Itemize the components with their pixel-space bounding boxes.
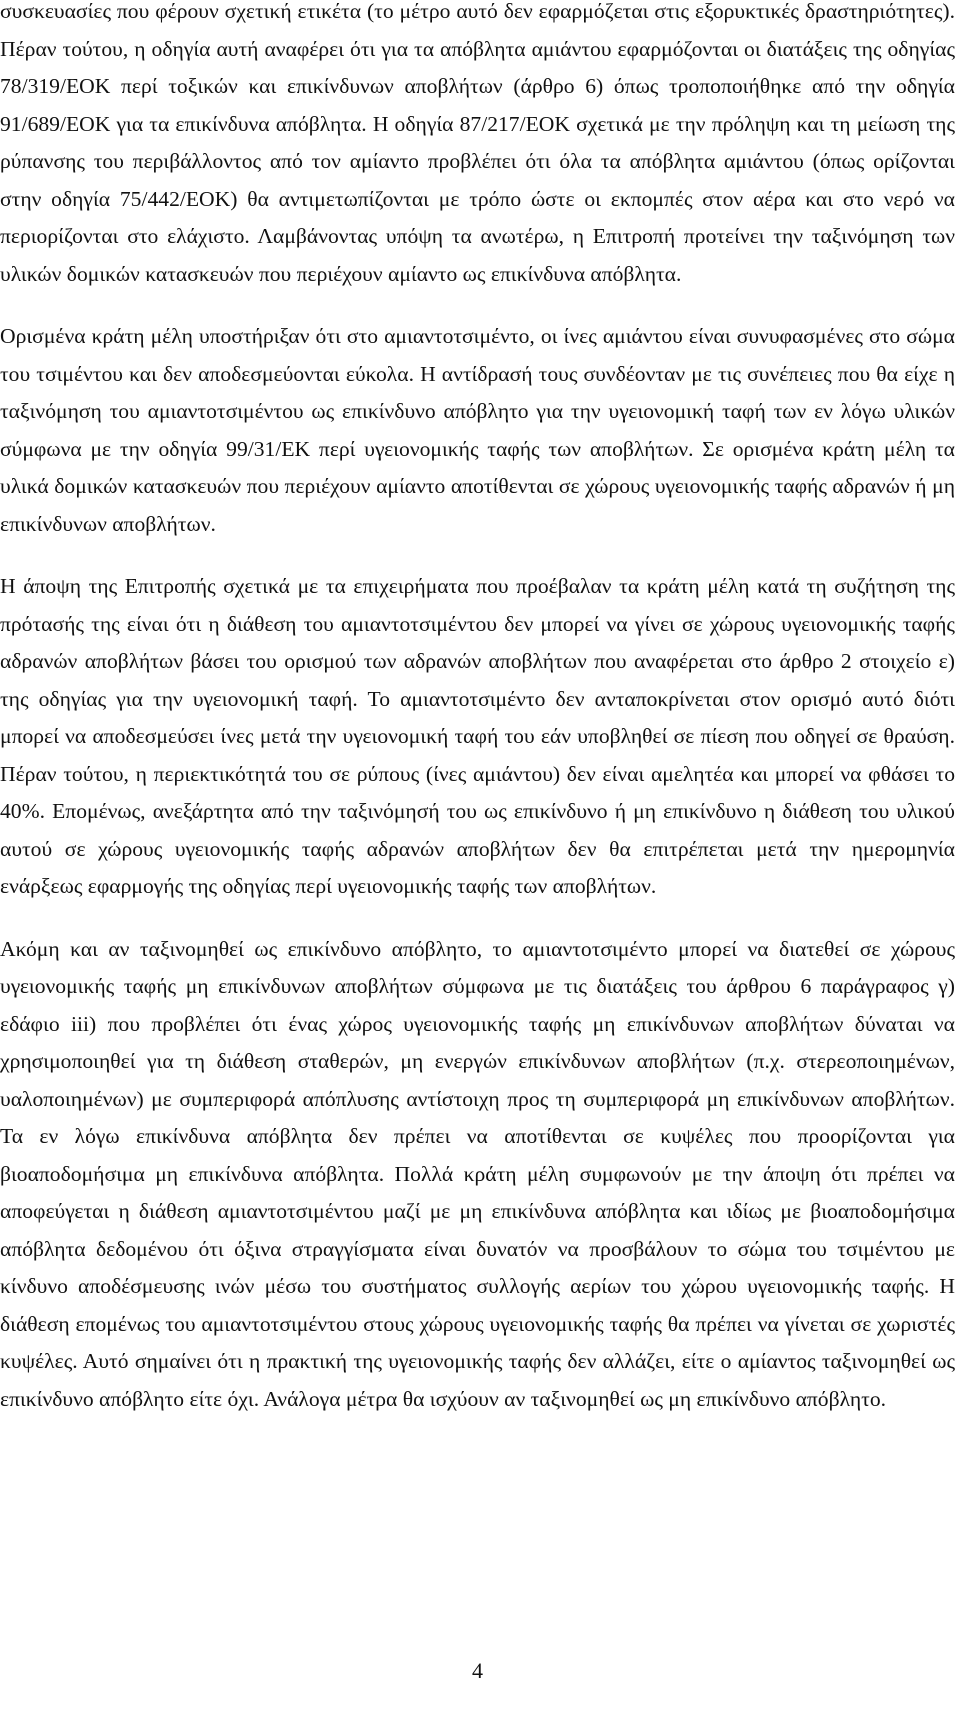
paragraph-2: Ορισμένα κράτη μέλη υποστήριξαν ότι στο αμιαντοτσιμέντο, οι ίνες αμιάντου είναι συνυφασμένες στο σώμα του τσιμέντου και δεν αποδεσμεύονται εύκολα. Η αντίδρασή τους συνδέονταν με τις συνέπειες που θα είχε η ταξινόμηση του αμιαντοτσιμέντου ως επικίνδυνο απόβλητο για την υγειονομική ταφή των εν λόγω υλικών σύμφωνα με την οδηγία 99/31/ΕΚ περί υγειονομικής ταφής των αποβλήτων. Σε ορισμένα κράτη μέλη τα υλικά δομικών κατασκευών που περιέχουν αμίαντο αποτίθενται σε χώρους υγειονομικής ταφής αδρανών ή μη επικίνδυνων αποβλήτων. (0, 324, 955, 536)
paragraph-3: Η άποψη της Επιτροπής σχετικά με τα επιχειρήματα που προέβαλαν τα κράτη μέλη κατά τη συζήτηση της πρότασής της είναι ότι η διάθεση του αμιαντοτσιμέντου δεν μπορεί να γίνει σε χώρους υγειονομικής ταφής αδρανών αποβλήτων βάσει του ορισμού των αδρανών αποβλήτων που αναφέρεται στο άρθρο 2 στοιχείο ε) της οδηγίας για την υγειονομική ταφή. Το αμιαντοτσιμέντο δεν ανταποκρίνεται στον ορισμό αυτό διότι μπορεί να αποδεσμεύσει ίνες μετά την υγειονομική ταφή του εάν υποβληθεί σε πίεση που οδηγεί σε θραύση. Πέραν τούτου, η περιεκτικότητά του σε ρύπους (ίνες αμιάντου) δεν είναι αμελητέα και μπορεί να φθάσει το 40%. Επομένως, ανεξάρτητα από την ταξινόμησή του ως επικίνδυνο ή μη επικίνδυνο η διάθεση του υλικού αυτού σε χώρους υγειονομικής ταφής αδρανών αποβλήτων δεν θα επιτρέπεται μετά την ημερομηνία ενάρξεως εφαρμογής της οδηγίας περί υγειονομικής ταφής των αποβλήτων. (0, 574, 955, 898)
paragraph-4: Ακόμη και αν ταξινομηθεί ως επικίνδυνο απόβλητο, το αμιαντοτσιμέντο μπορεί να διατεθεί σε χώρους υγειονομικής ταφής μη επικίνδυνων αποβλήτων σύμφωνα με τις διατάξεις του άρθρου 6 παράγραφος γ) εδάφιο iii) που προβλέπει ότι ένας χώρος υγειονομικής ταφής μη επικίνδυνων αποβλήτων δύναται να χρησιμοποιηθεί για τη διάθεση σταθερών, μη ενεργών επικίνδυνων αποβλήτων (π.χ. στερεοποιημένων, υαλοποιημένων) με συμπεριφορά απόπλυσης αντίστοιχη προς τη συμπεριφορά μη επικίνδυνων αποβλήτων. Τα εν λόγω επικίνδυνα απόβλητα δεν πρέπει να αποτίθενται σε κυψέλες που προορίζονται για βιοαποδομήσιμα μη επικίνδυνα απόβλητα. Πολλά κράτη μέλη συμφωνούν με την άποψη ότι πρέπει να αποφεύγεται η διάθεση αμιαντοτσιμέντου μαζί με μη επικίνδυνα απόβλητα και ιδίως με βιοαποδομήσιμα απόβλητα δεδομένου ότι όξινα στραγγίσματα είναι δυνατόν να προσβάλουν το σώμα του τσιμέντου με κίνδυνο αποδέσμευσης ινών μέσω του συστήματος συλλογής αερίων του χώρου υγειονομικής ταφής. Η διάθεση επομένως του αμιαντοτσιμέντου στους χώρους υγειονομικής ταφής θα πρέπει να γίνεται σε χωριστές κυψέλες. Αυτό σημαίνει ότι η πρακτική της υγειονομικής ταφής δεν αλλάζει, είτε ο αμίαντος ταξινομηθεί ως επικίνδυνο απόβλητο είτε όχι. Ανάλογα μέτρα θα ισχύουν αν ταξινομηθεί ως μη επικίνδυνο απόβλητο. (0, 936, 955, 1411)
paragraph-1: συσκευασίες που φέρουν σχετική ετικέτα (το μέτρο αυτό δεν εφαρμόζεται στις εξορυκτικές δραστηριότητες). Πέραν τούτου, η οδηγία αυτή αναφέρει ότι για τα απόβλητα αμιάντου εφαρμόζονται οι διατάξεις της οδηγίας 78/319/ΕΟΚ περί τοξικών και επικίνδυνων αποβλήτων (άρθρο 6) όπως τροποποιήθηκε από την οδηγία 91/689/ΕΟΚ για τα επικίνδυνα απόβλητα. Η οδηγία 87/217/ΕΟΚ σχετικά με την πρόληψη και τη μείωση της ρύπανσης του περιβάλλοντος από τον αμίαντο προβλέπει ότι όλα τα απόβλητα αμιάντου (όπως ορίζονται στην οδηγία 75/442/ΕΟΚ) θα αντιμετωπίζονται με τρόπο ώστε οι εκπομπές στον αέρα και στο νερό να περιορίζονται στο ελάχιστο. Λαμβάνοντας υπόψη τα ανωτέρω, η Επιτροπή προτείνει την ταξινόμηση των υλικών δομικών κατασκευών που περιέχουν αμίαντο ως επικίνδυνα απόβλητα. (0, 0, 955, 286)
page-number: 4 (472, 1658, 483, 1683)
